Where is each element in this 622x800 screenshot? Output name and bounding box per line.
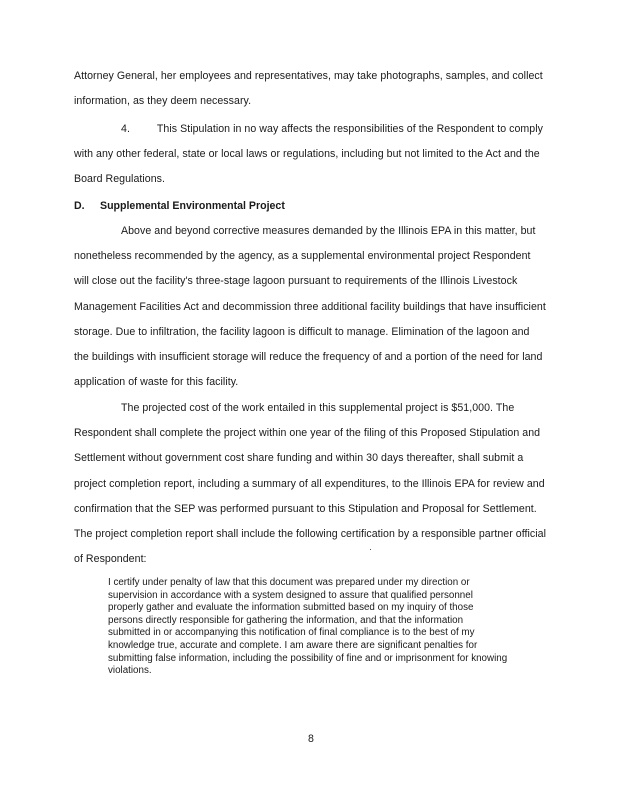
sep-cost-paragraph: The projected cost of the work entailed in this supplemental project is $51,000. The Respondent shall complete the project within one year of the filing of this Proposed Stipulation and Settlement without government cost share funding and within 30 days thereafter, shall submit a project completion report, including a summary of all expenditures, to the Illinois EPA for review and confirmation that the SEP was performed pursuant to this Stipulation and Proposal for Settlement. The project completion report shall include the following certification by a responsible partner official of Respondent: — [74, 402, 547, 566]
continuation-paragraph: Attorney General, her employees and representatives, may take photographs, samples, and collect information, as they deem necessary. — [74, 70, 543, 108]
paragraph-4: 4. This Stipulation in no way affects the responsibilities of the Respondent to comply with any other federal, state or local laws or regulations, including but not limited to the Act and the Board Regulations. — [74, 123, 544, 186]
certification-block-quote: I certify under penalty of law that this document was prepared under my direction or supervision in accordance with a system designed to assure that qualified personnel properly gather and evaluate the information submitted based on my inquiry of those persons directly responsible for gathering the information, and that the information submitted in or accompanying this notification of final compliance is to the best of my knowledge true, accurate and complete. I am aware there are significant penalties for submitting false information, including the possibility of fine and or imprisonment for knowing violations. — [108, 577, 508, 677]
sep-intro-paragraph: Above and beyond corrective measures demanded by the Illinois EPA in this matter, but nonetheless recommended by the agency, as a supplemental environmental project Respondent will close out the facility's three-stage lagoon pursuant to requirements of the Illinois Livestock Management Facilities Act and decommission three additional facility buildings that have insufficient storage. Due to infiltration, the facility lagoon is difficult to manage. Elimination of the lagoon and the buildings with insufficient storage will reduce the frequency of and a portion of the need for land application of waste for this facility. — [74, 225, 546, 389]
section-title: Supplemental Environmental Project — [100, 200, 285, 212]
section-letter: D. — [74, 200, 85, 212]
scan-speck — [370, 549, 371, 550]
page-number: 8 — [308, 733, 314, 745]
section-heading — [74, 196, 285, 216]
